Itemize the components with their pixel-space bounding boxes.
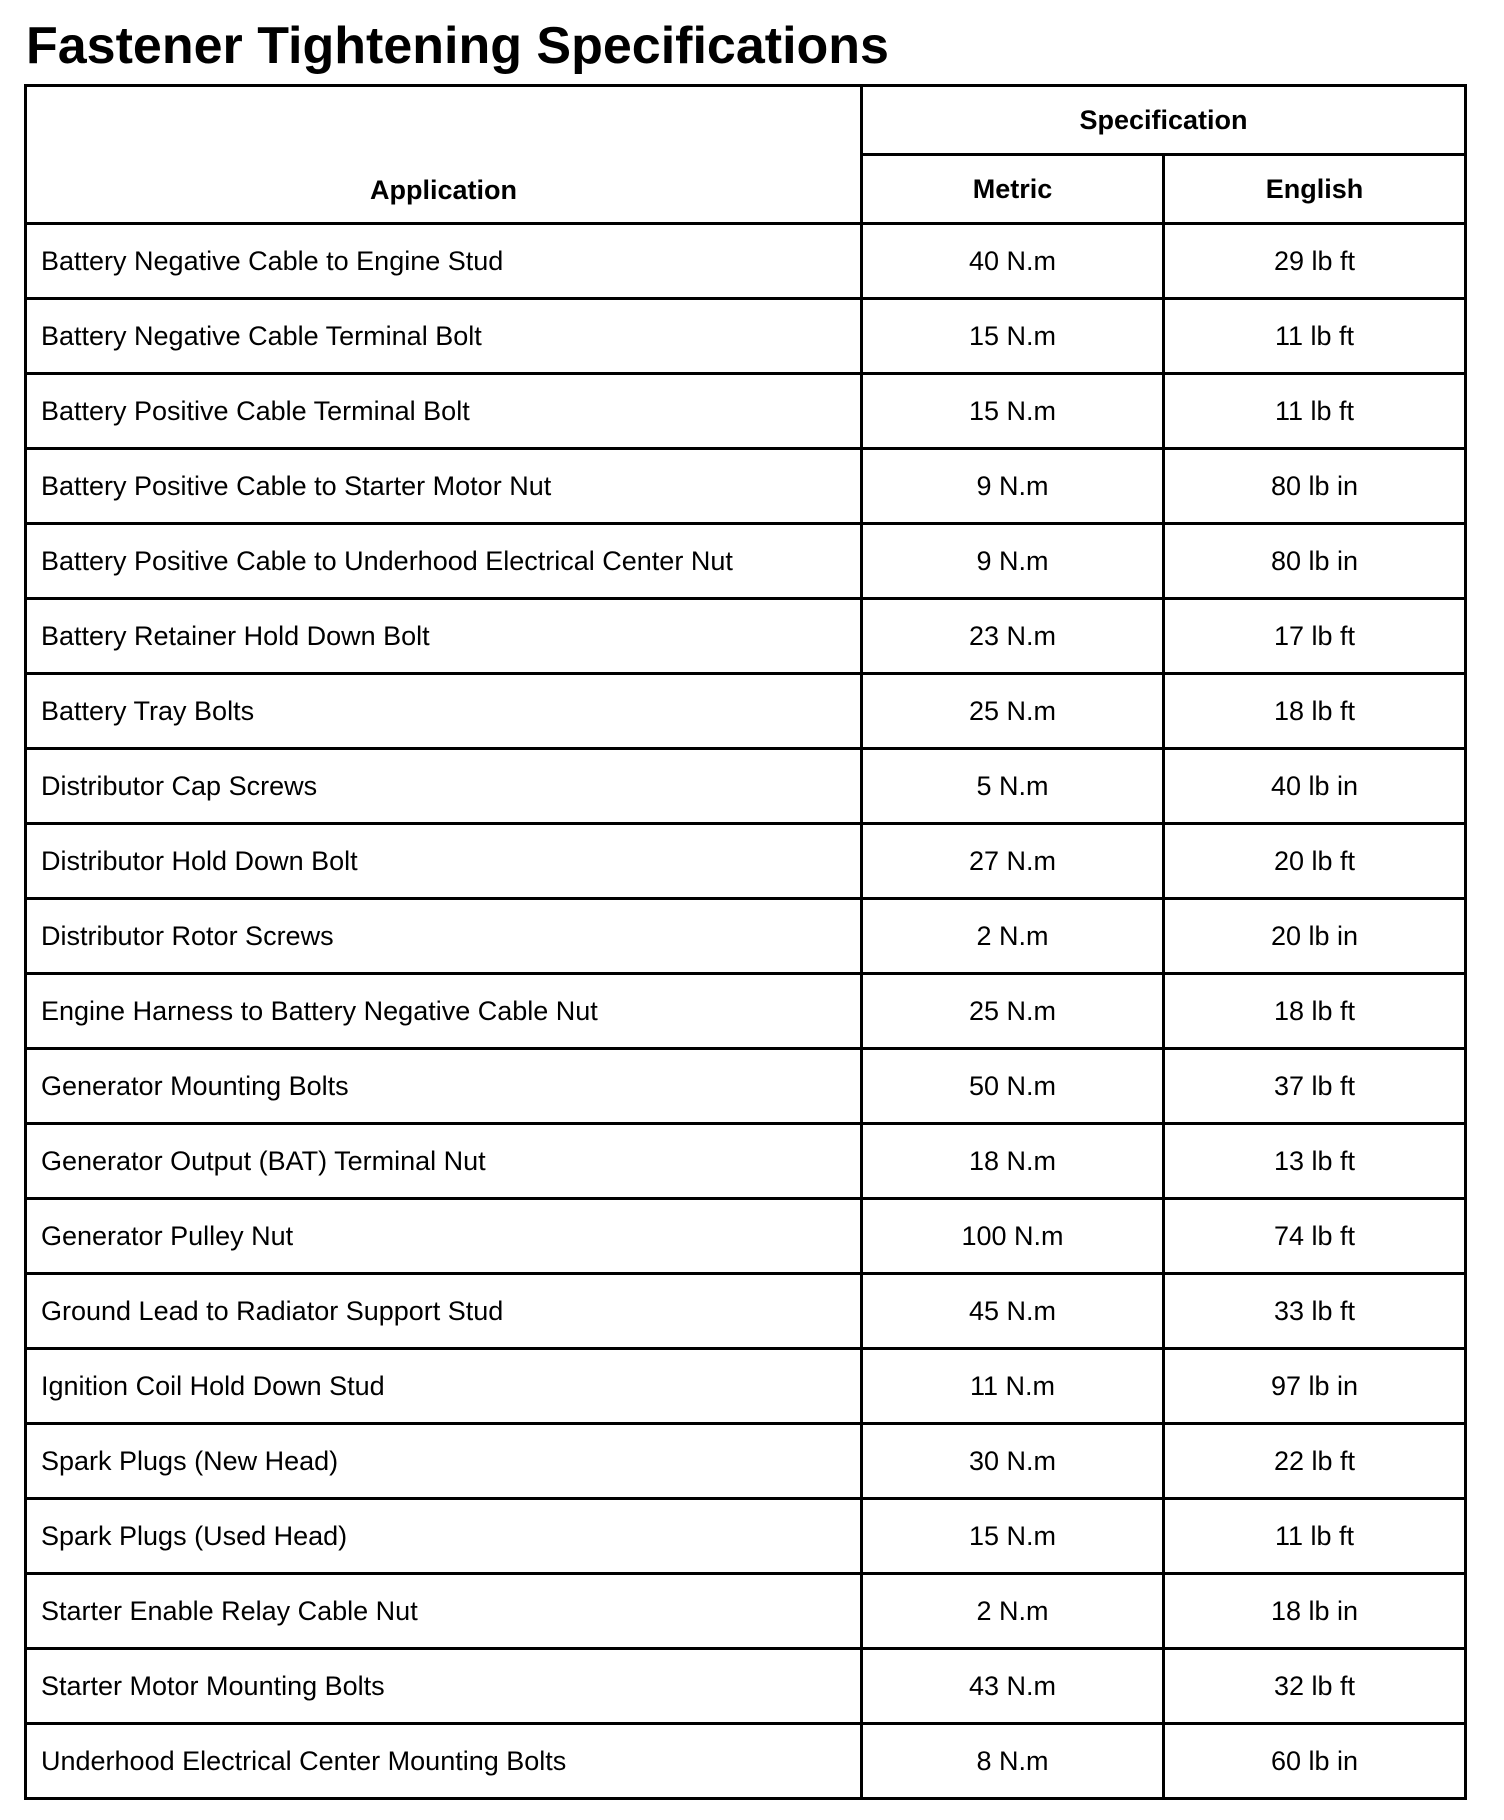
table-body — [26, 224, 1466, 1799]
metric-value-cell: 40 N.m — [862, 224, 1164, 299]
table-row — [26, 524, 1466, 599]
table-row — [26, 674, 1466, 749]
metric-value-cell: 9 N.m — [862, 449, 1164, 524]
metric-value-cell: 45 N.m — [862, 1274, 1164, 1349]
english-value-cell: 29 lb ft — [1164, 224, 1466, 299]
table-row — [26, 749, 1466, 824]
table-row — [26, 1049, 1466, 1124]
english-value-cell: 20 lb in — [1164, 899, 1466, 974]
application-cell: Generator Mounting Bolts — [26, 1049, 862, 1124]
application-cell: Engine Harness to Battery Negative Cable Nut — [26, 974, 862, 1049]
table-row — [26, 599, 1466, 674]
table-row — [26, 224, 1466, 299]
table-row — [26, 1274, 1466, 1349]
english-value-cell: 32 lb ft — [1164, 1649, 1466, 1724]
metric-value-cell: 15 N.m — [862, 374, 1164, 449]
metric-value-cell: 5 N.m — [862, 749, 1164, 824]
application-cell: Battery Positive Cable to Starter Motor Nut — [26, 449, 862, 524]
metric-value-cell: 15 N.m — [862, 1499, 1164, 1574]
application-cell: Distributor Rotor Screws — [26, 899, 862, 974]
metric-value-cell: 43 N.m — [862, 1649, 1164, 1724]
english-value-cell: 22 lb ft — [1164, 1424, 1466, 1499]
english-value-cell: 18 lb ft — [1164, 674, 1466, 749]
application-cell: Generator Pulley Nut — [26, 1199, 862, 1274]
metric-value-cell: 50 N.m — [862, 1049, 1164, 1124]
application-cell: Battery Positive Cable to Underhood Electrical Center Nut — [26, 524, 862, 599]
page-title: Fastener Tightening Specifications — [26, 17, 889, 75]
header-row-top — [26, 86, 1466, 155]
application-cell: Battery Positive Cable Terminal Bolt — [26, 374, 862, 449]
english-value-cell: 13 lb ft — [1164, 1124, 1466, 1199]
specification-column-header: Specification — [862, 86, 1466, 155]
metric-value-cell: 2 N.m — [862, 899, 1164, 974]
application-cell: Battery Negative Cable Terminal Bolt — [26, 299, 862, 374]
table-row — [26, 449, 1466, 524]
english-value-cell: 18 lb ft — [1164, 974, 1466, 1049]
application-cell: Starter Enable Relay Cable Nut — [26, 1574, 862, 1649]
table-row — [26, 1199, 1466, 1274]
metric-value-cell: 30 N.m — [862, 1424, 1164, 1499]
application-cell: Spark Plugs (New Head) — [26, 1424, 862, 1499]
english-value-cell: 11 lb ft — [1164, 299, 1466, 374]
english-value-cell: 37 lb ft — [1164, 1049, 1466, 1124]
metric-value-cell: 11 N.m — [862, 1349, 1164, 1424]
metric-value-cell: 8 N.m — [862, 1724, 1164, 1799]
english-value-cell: 80 lb in — [1164, 524, 1466, 599]
english-value-cell: 74 lb ft — [1164, 1199, 1466, 1274]
table-row — [26, 1124, 1466, 1199]
table-row — [26, 1424, 1466, 1499]
english-value-cell: 80 lb in — [1164, 449, 1466, 524]
metric-value-cell: 23 N.m — [862, 599, 1164, 674]
english-value-cell: 11 lb ft — [1164, 1499, 1466, 1574]
metric-value-cell: 2 N.m — [862, 1574, 1164, 1649]
english-value-cell: 17 lb ft — [1164, 599, 1466, 674]
table-row — [26, 1649, 1466, 1724]
metric-value-cell: 25 N.m — [862, 974, 1164, 1049]
english-value-cell: 97 lb in — [1164, 1349, 1466, 1424]
application-cell: Distributor Cap Screws — [26, 749, 862, 824]
metric-value-cell: 9 N.m — [862, 524, 1164, 599]
metric-value-cell: 15 N.m — [862, 299, 1164, 374]
table-header — [26, 86, 1466, 224]
english-value-cell: 20 lb ft — [1164, 824, 1466, 899]
english-value-cell: 11 lb ft — [1164, 374, 1466, 449]
english-value-cell: 60 lb in — [1164, 1724, 1466, 1799]
application-cell: Battery Tray Bolts — [26, 674, 862, 749]
application-cell: Spark Plugs (Used Head) — [26, 1499, 862, 1574]
table-row — [26, 1574, 1466, 1649]
metric-column-header: Metric — [862, 155, 1164, 224]
application-cell: Starter Motor Mounting Bolts — [26, 1649, 862, 1724]
table-row — [26, 299, 1466, 374]
english-value-cell: 33 lb ft — [1164, 1274, 1466, 1349]
table-row — [26, 1499, 1466, 1574]
application-cell: Battery Negative Cable to Engine Stud — [26, 224, 862, 299]
english-value-cell: 18 lb in — [1164, 1574, 1466, 1649]
application-cell: Generator Output (BAT) Terminal Nut — [26, 1124, 862, 1199]
metric-value-cell: 100 N.m — [862, 1199, 1164, 1274]
table-row — [26, 374, 1466, 449]
table-row — [26, 1724, 1466, 1799]
english-value-cell: 40 lb in — [1164, 749, 1466, 824]
application-cell: Ignition Coil Hold Down Stud — [26, 1349, 862, 1424]
english-column-header: English — [1164, 155, 1466, 224]
table-row — [26, 974, 1466, 1049]
specification-table — [24, 84, 1467, 1800]
application-cell: Underhood Electrical Center Mounting Bolts — [26, 1724, 862, 1799]
metric-value-cell: 25 N.m — [862, 674, 1164, 749]
application-column-header: Application — [26, 86, 862, 224]
application-cell: Ground Lead to Radiator Support Stud — [26, 1274, 862, 1349]
table-row — [26, 899, 1466, 974]
table-row — [26, 1349, 1466, 1424]
application-cell: Battery Retainer Hold Down Bolt — [26, 599, 862, 674]
metric-value-cell: 18 N.m — [862, 1124, 1164, 1199]
table-row — [26, 824, 1466, 899]
metric-value-cell: 27 N.m — [862, 824, 1164, 899]
application-cell: Distributor Hold Down Bolt — [26, 824, 862, 899]
